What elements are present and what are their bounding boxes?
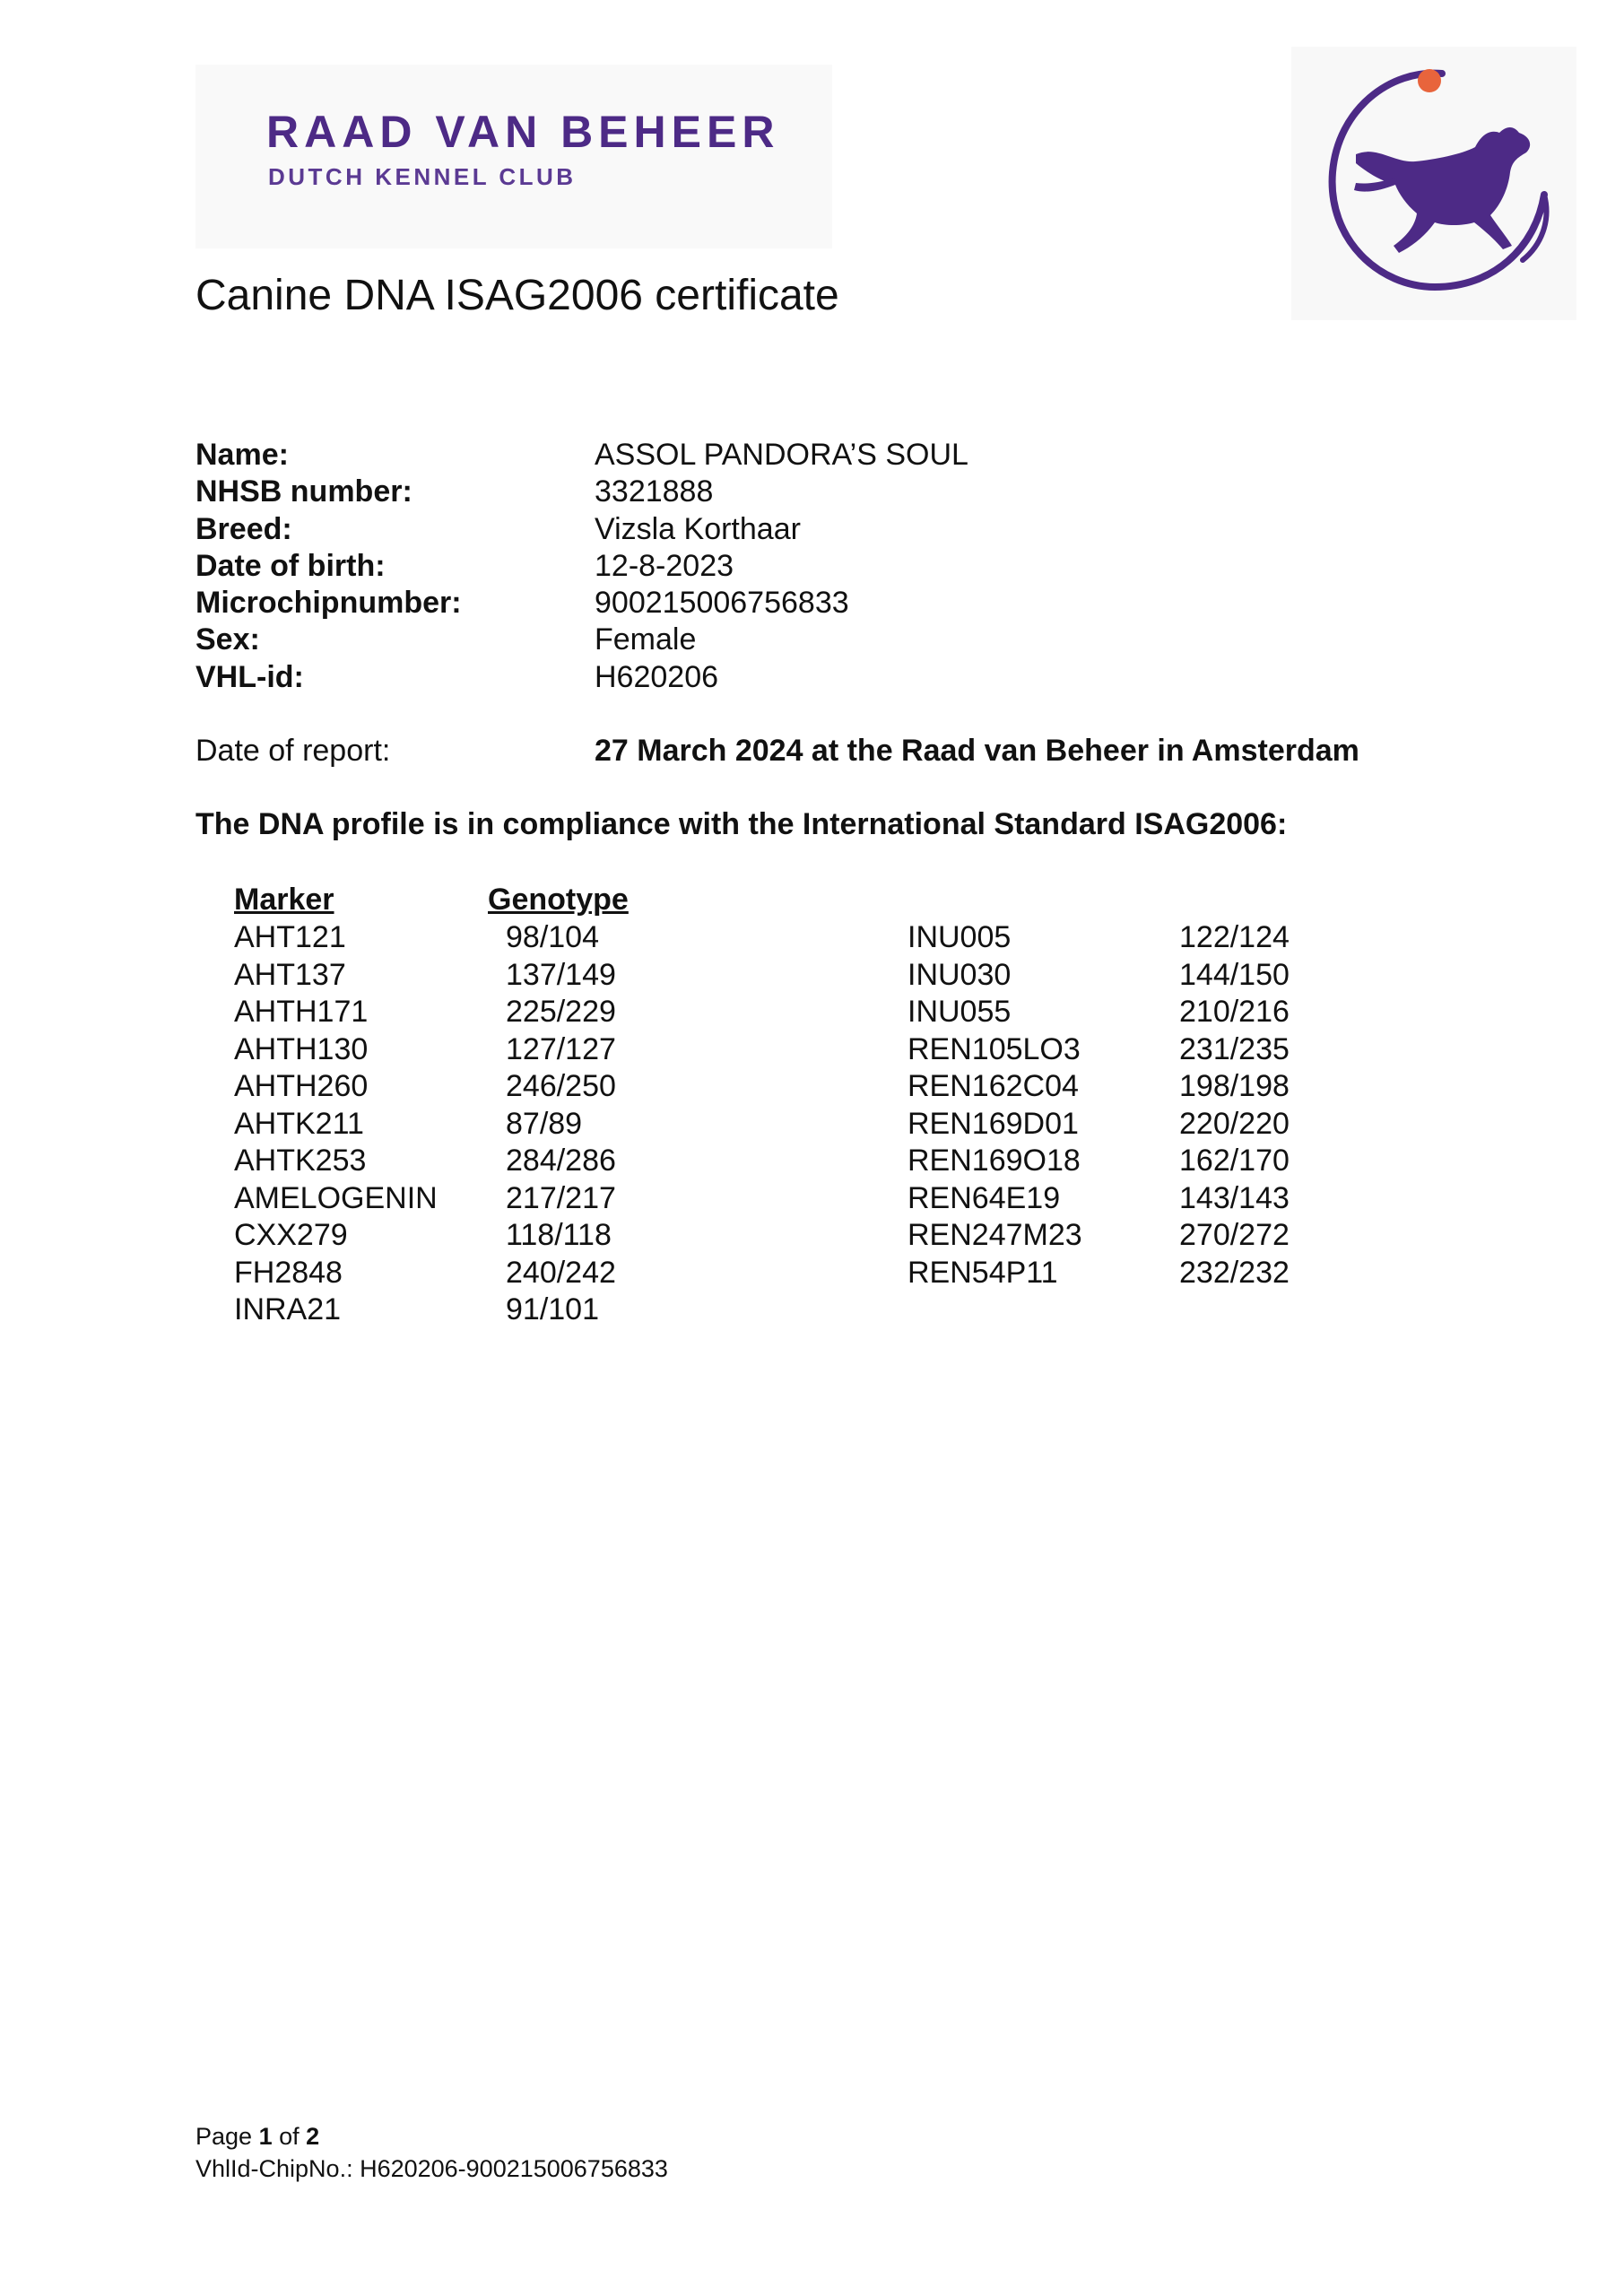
page-current: 1 xyxy=(258,2123,273,2150)
page-total: 2 xyxy=(306,2123,320,2150)
marker-cell: CXX279 xyxy=(234,1218,348,1252)
field-value: 3321888 xyxy=(595,474,714,509)
marker-list-right xyxy=(908,919,1356,1292)
field-value: Vizsla Korthaar xyxy=(595,511,801,546)
marker-cell: REN105LO3 xyxy=(908,1031,1081,1066)
table-row xyxy=(908,957,1356,995)
table-row xyxy=(908,1255,1356,1292)
marker-column-header: Marker xyxy=(234,883,334,917)
genotype-cell: 210/216 xyxy=(1179,995,1290,1029)
field-label: Name: xyxy=(195,438,289,472)
field-label: Breed: xyxy=(195,511,292,546)
table-row xyxy=(234,1217,682,1255)
chip-reference: VhlId-ChipNo.: H620206-900215006756833 xyxy=(195,2155,668,2182)
genotype-cell: 240/242 xyxy=(506,1255,616,1290)
field-value: 900215006756833 xyxy=(595,586,849,621)
marker-cell: REN169D01 xyxy=(908,1106,1079,1141)
compliance-statement: The DNA profile is in compliance with the International Standard ISAG2006: xyxy=(195,807,1288,841)
table-row xyxy=(234,1143,682,1180)
genotype-cell: 137/149 xyxy=(506,957,616,992)
genotype-cell: 220/220 xyxy=(1179,1106,1290,1141)
table-row xyxy=(908,1180,1356,1218)
table-row xyxy=(908,1106,1356,1144)
brand-name: RAAD VAN BEHEER xyxy=(266,107,780,157)
page-indicator xyxy=(195,2120,668,2152)
genotype-column-header: Genotype xyxy=(488,883,629,917)
field-label: NHSB number: xyxy=(195,474,413,509)
marker-cell: REN64E19 xyxy=(908,1180,1061,1215)
marker-cell: AHTK211 xyxy=(234,1106,364,1141)
field-value: ASSOL PANDORA’S SOUL xyxy=(595,438,968,472)
marker-cell: AHTH171 xyxy=(234,995,369,1029)
marker-cell: AHT121 xyxy=(234,920,346,954)
table-row xyxy=(234,1068,682,1106)
genotype-cell: 144/150 xyxy=(1179,957,1290,992)
marker-list-left xyxy=(234,919,682,1329)
marker-cell: AHTK253 xyxy=(234,1144,367,1178)
marker-cell: INU030 xyxy=(908,957,1012,992)
marker-cell: INRA21 xyxy=(234,1292,342,1326)
marker-cell: AHTH260 xyxy=(234,1069,369,1103)
report-date-row xyxy=(195,734,1451,771)
genotype-cell: 284/286 xyxy=(506,1144,616,1178)
table-row xyxy=(234,1180,682,1218)
table-row xyxy=(908,1217,1356,1255)
genotype-cell: 118/118 xyxy=(506,1218,612,1252)
marker-cell: AMELOGENIN xyxy=(234,1180,438,1215)
marker-cell: AHTH130 xyxy=(234,1031,369,1066)
marker-cell: REN169O18 xyxy=(908,1144,1081,1178)
table-row xyxy=(908,1143,1356,1180)
marker-cell: REN54P11 xyxy=(908,1255,1058,1290)
document-title: Canine DNA ISAG2006 certificate xyxy=(195,272,839,319)
page-of: of xyxy=(279,2123,300,2150)
field-label: Date of birth: xyxy=(195,548,386,583)
table-row xyxy=(234,994,682,1031)
table-row xyxy=(234,919,682,957)
marker-cell: AHT137 xyxy=(234,957,346,992)
field-label: VHL-id: xyxy=(195,659,304,694)
report-date-value: 27 March 2024 at the Raad van Beheer in Amsterdam xyxy=(595,734,1359,768)
field-value: 12-8-2023 xyxy=(595,548,734,583)
genotype-cell: 98/104 xyxy=(506,920,599,954)
table-row xyxy=(908,1031,1356,1069)
field-label: Microchipnumber: xyxy=(195,586,462,621)
genotype-cell: 198/198 xyxy=(1179,1069,1290,1103)
genotype-cell: 246/250 xyxy=(506,1069,616,1103)
table-row xyxy=(908,1068,1356,1106)
genotype-cell: 91/101 xyxy=(506,1292,599,1326)
genotype-cell: 225/229 xyxy=(506,995,616,1029)
page-footer xyxy=(195,2120,668,2185)
marker-cell: INU055 xyxy=(908,995,1012,1029)
genotype-cell: 122/124 xyxy=(1179,920,1290,954)
field-value: H620206 xyxy=(595,659,719,694)
genotype-cell: 162/170 xyxy=(1179,1144,1290,1178)
table-row xyxy=(234,1255,682,1292)
leaping-dog-logo-icon xyxy=(1291,47,1576,320)
table-row xyxy=(234,1292,682,1329)
field-label: Sex: xyxy=(195,622,260,657)
table-row xyxy=(234,957,682,995)
report-date-label: Date of report: xyxy=(195,734,391,768)
genotype-cell: 143/143 xyxy=(1179,1180,1290,1215)
marker-cell: REN247M23 xyxy=(908,1218,1082,1252)
table-row xyxy=(908,919,1356,957)
genotype-cell: 127/127 xyxy=(506,1031,616,1066)
genotype-cell: 217/217 xyxy=(506,1180,616,1215)
genotype-cell: 231/235 xyxy=(1179,1031,1290,1066)
marker-cell: FH2848 xyxy=(234,1255,343,1290)
genotype-cell: 270/272 xyxy=(1179,1218,1290,1252)
field-value: Female xyxy=(595,622,697,657)
table-row xyxy=(234,1031,682,1069)
genotype-cell: 232/232 xyxy=(1179,1255,1290,1290)
page-prefix: Page xyxy=(195,2123,253,2150)
table-row xyxy=(234,1106,682,1144)
genotype-cell: 87/89 xyxy=(506,1106,583,1141)
table-row xyxy=(908,994,1356,1031)
brand-subtitle: DUTCH KENNEL CLUB xyxy=(268,163,577,190)
marker-cell: REN162C04 xyxy=(908,1069,1079,1103)
marker-cell: INU005 xyxy=(908,920,1012,954)
